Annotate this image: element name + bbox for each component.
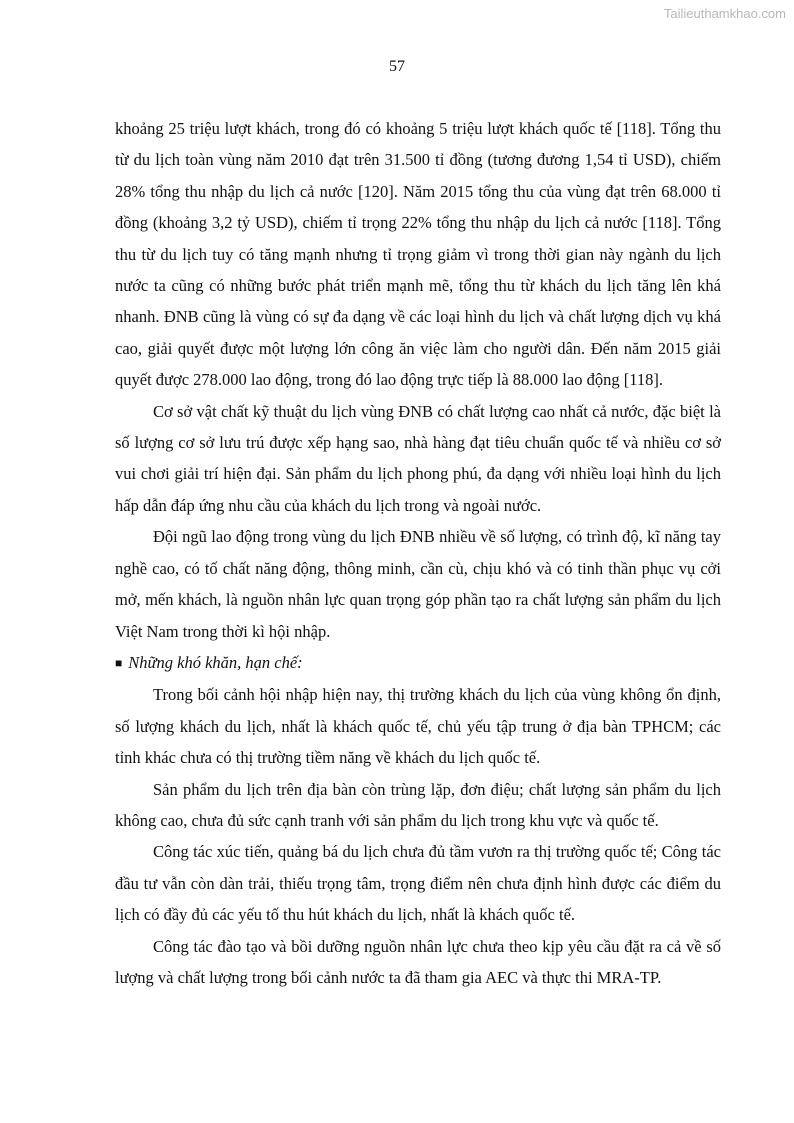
paragraph-workforce: Đội ngũ lao động trong vùng du lịch ĐNB nhiều về số lượng, có trình độ, kĩ năng tay nghề cao, có tố chất năng động, thông minh, cần cù, chịu khó và có tinh thần phục vụ cởi mở, mến khách, là nguồn nhân lực quan trọng góp phần tạo ra chất lượng sản phẩm du lịch Việt Nam trong thời kì hội nhập. [115, 527, 721, 641]
document-body [115, 113, 721, 993]
page-number: 57 [389, 58, 405, 75]
paragraph-market-instability: Trong bối cảnh hội nhập hiện nay, thị trường khách du lịch của vùng không ổn định, số lượng khách du lịch, nhất là khách quốc tế, chủ yếu tập trung ở địa bàn TPHCM; các tỉnh khác chưa có thị trường tiềm năng về khách du lịch quốc tế. [115, 685, 721, 768]
paragraph-training: Công tác đào tạo và bồi dưỡng nguồn nhân lực chưa theo kịp yêu cầu đặt ra cả về số lượng và chất lượng trong bối cảnh nước ta đã tham gia AEC và thực thi MRA-TP. [115, 936, 721, 987]
paragraph-infrastructure: Cơ sở vật chất kỹ thuật du lịch vùng ĐNB có chất lượng cao nhất cả nước, đặc biệt là số lượng cơ sở lưu trú được xếp hạng sao, nhà hàng đạt tiêu chuẩn quốc tế và nhiều cơ sở vui chơi giải trí hiện đại. Sản phẩm du lịch phong phú, đa dạng với nhiều loại hình du lịch hấp dẫn đáp ứng nhu cầu của khách du lịch trong và ngoài nước. [115, 401, 721, 515]
paragraph-product-quality: Sản phẩm du lịch trên địa bàn còn trùng lặp, đơn điệu; chất lượng sản phẩm du lịch không cao, chưa đủ sức cạnh tranh với sản phẩm du lịch trong khu vực và quốc tế. [115, 779, 721, 830]
paragraph-tourism-revenue: khoảng 25 triệu lượt khách, trong đó có khoảng 5 triệu lượt khách quốc tế [118]. Tổng thu từ du lịch toàn vùng năm 2010 đạt trên 31.500 tỉ đồng (tương đương 1,54 tỉ USD), chiếm 28% tổng thu nhập du lịch cả nước [120]. Năm 2015 tổng thu của vùng đạt trên 68.000 tỉ đồng (khoảng 3,2 tỷ USD), chiếm tỉ trọng 22% tổng thu nhập du lịch cả nước [118]. Tổng thu từ du lịch tuy có tăng mạnh nhưng tỉ trọng giảm vì trong thời gian này ngành du lịch nước ta cũng có những bước phát triển mạnh mẽ, tổng thu từ khách du lịch tăng lên khá nhanh. ĐNB cũng là vùng có sự đa dạng về các loại hình du lịch và chất lượng dịch vụ khá cao, giải quyết được một lượng lớn công ăn việc làm cho người dân. Đến năm 2015 giải quyết được 278.000 lao động, trong đó lao động trực tiếp là 88.000 lao động [118]. [115, 119, 721, 390]
watermark: Tailieuthamkhao.com [663, 6, 786, 21]
heading-text: Những khó khăn, hạn chế: [128, 652, 303, 672]
section-heading-difficulties [115, 647, 721, 679]
square-bullet-icon: ■ [115, 655, 123, 670]
paragraph-promotion: Công tác xúc tiến, quảng bá du lịch chưa đủ tầm vươn ra thị trường quốc tế; Công tác đầu tư vẫn còn dàn trải, thiếu trọng tâm, trọng điểm nên chưa định hình được các điểm du lịch có đầy đủ các yếu tố thu hút khách du lịch, nhất là khách quốc tế. [115, 842, 721, 925]
